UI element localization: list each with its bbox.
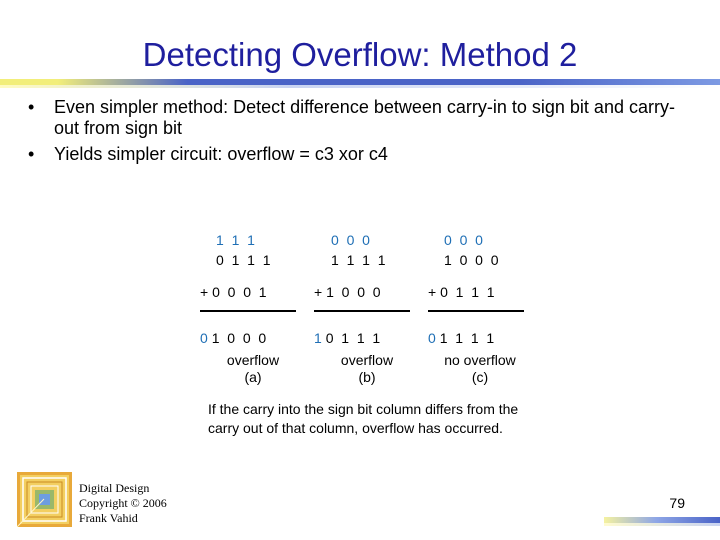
example-tag: (a) xyxy=(244,369,262,385)
example-tag: (c) xyxy=(471,369,489,385)
overflow-label: overflow xyxy=(226,352,280,368)
operand-row: + 0 1 1 1 xyxy=(428,284,495,300)
example-tag: (b) xyxy=(358,369,376,385)
carry-out-digit: 1 xyxy=(314,330,322,346)
book-cover-logo-icon xyxy=(17,472,72,527)
example-caption xyxy=(208,352,298,386)
bullet-list xyxy=(26,97,696,170)
result-bits: 1 1 1 1 xyxy=(439,330,495,346)
bullet-item xyxy=(26,97,696,139)
note-line: carry out of that column, overflow has occurred. xyxy=(208,420,503,436)
sum-line xyxy=(314,310,410,312)
sum-line xyxy=(428,310,524,312)
credit-line: Frank Vahid xyxy=(79,511,138,525)
result-bits: 1 0 0 0 xyxy=(211,330,267,346)
operand-row: + 0 0 0 1 xyxy=(200,284,267,300)
carry-out-digit: 0 xyxy=(200,330,208,346)
result-bits: 0 1 1 1 xyxy=(325,330,381,346)
operand-row: 0 1 1 1 xyxy=(216,252,271,268)
bullet-dot-icon: • xyxy=(28,97,35,117)
bullet-text: Even simpler method: Detect difference between carry-in to sign bit and carry-out from sign bit xyxy=(54,97,675,138)
page-number: 79 xyxy=(669,495,685,511)
carry-row: 0 0 0 xyxy=(331,232,370,248)
note-line: If the carry into the sign bit column differs from the xyxy=(208,401,519,417)
example-caption xyxy=(430,352,530,386)
operand-row: 1 0 0 0 xyxy=(444,252,499,268)
carry-row: 0 0 0 xyxy=(444,232,483,248)
sum-line xyxy=(200,310,296,312)
operand-row: 1 1 1 1 xyxy=(331,252,386,268)
result-row xyxy=(428,330,494,346)
title-underline-shadow xyxy=(0,85,720,88)
explanation-note xyxy=(208,400,568,438)
slide-title: Detecting Overflow: Method 2 xyxy=(142,36,578,73)
bullet-item xyxy=(26,144,696,165)
result-row xyxy=(200,330,266,346)
footer-accent-shadow xyxy=(604,523,720,526)
operand-row: + 1 0 0 0 xyxy=(314,284,381,300)
carry-out-digit: 0 xyxy=(428,330,436,346)
result-row xyxy=(314,330,380,346)
bullet-text: Yields simpler circuit: overflow = c3 xor c4 xyxy=(54,144,388,164)
example-caption xyxy=(322,352,412,386)
bullet-dot-icon: • xyxy=(28,144,35,164)
copyright-credit xyxy=(79,481,167,526)
credit-line: Digital Design xyxy=(79,481,150,495)
carry-row: 1 1 1 xyxy=(216,232,255,248)
overflow-label: no overflow xyxy=(444,352,516,368)
credit-line: Copyright © 2006 xyxy=(79,496,167,510)
overflow-label: overflow xyxy=(340,352,394,368)
